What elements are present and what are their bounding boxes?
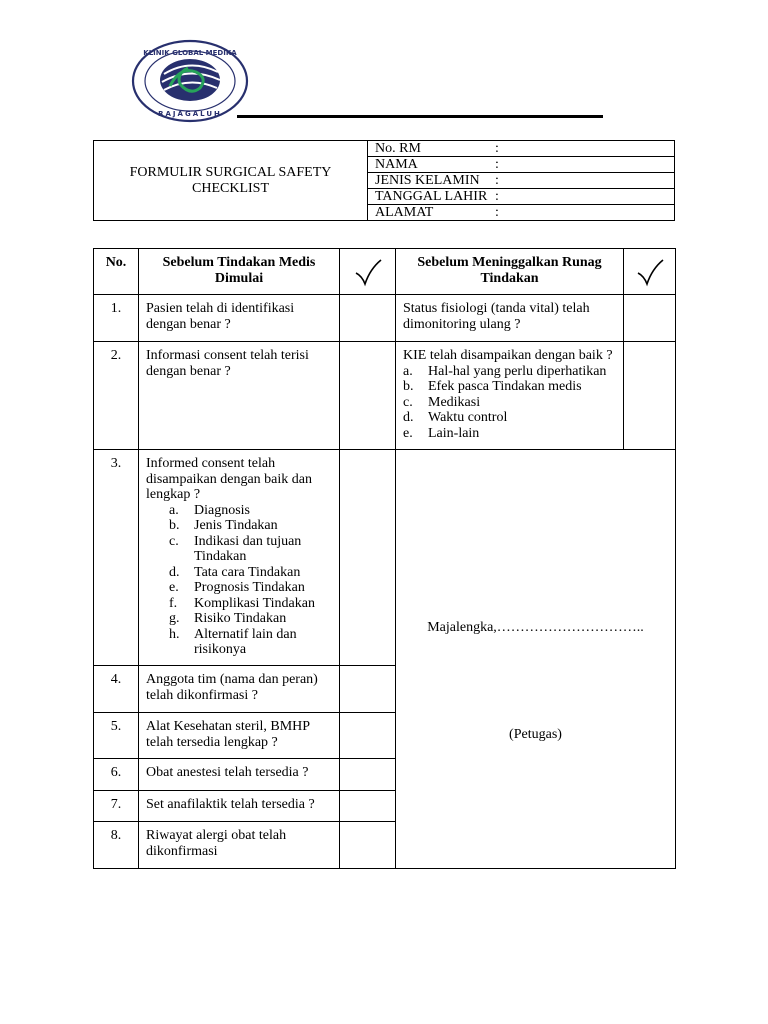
sub-item: b. Efek pasca Tindakan medis [403, 379, 582, 394]
checklist-item: Set anafilaktik telah tersedia ? [139, 791, 340, 822]
clinic-logo [130, 38, 250, 124]
col-before-start-header: Sebelum Tindakan Medis Dimulai [139, 249, 340, 295]
logo-arc-top: KLINIK GLOBAL MEDIKA [143, 49, 237, 57]
logo-arc-bottom: RAJAGALUH [158, 110, 222, 118]
row-number: 4. [94, 666, 139, 713]
sub-item: g. Risiko Tindakan [169, 611, 287, 626]
field-no-rm[interactable]: No. RM : [368, 141, 675, 157]
sub-item: d. Tata cara Tindakan [169, 564, 301, 580]
field-tanggal-lahir[interactable]: TANGGAL LAHIR : [368, 189, 675, 205]
check-cell[interactable] [340, 791, 396, 822]
sub-item: e. Lain-lain [403, 425, 480, 441]
row-number: 5. [94, 713, 139, 759]
col-before-leave-header: Sebelum Meninggalkan Runag Tindakan [396, 249, 624, 295]
sub-item: a. Hal-hal yang perlu diperhatikan [403, 363, 607, 379]
checklist-table [93, 248, 676, 869]
check-cell[interactable] [340, 342, 396, 450]
signature-place-date: Majalengka,………………………….. [427, 620, 644, 635]
check-cell[interactable] [340, 450, 396, 666]
check-cell[interactable] [340, 295, 396, 342]
sub-item: b. Jenis Tindakan [169, 518, 278, 533]
sub-item: f. Komplikasi Tindakan [169, 595, 315, 611]
sub-item: e. Prognosis Tindakan [169, 580, 305, 595]
checklist-item: Pasien telah di identifikasi dengan benar ? [139, 295, 340, 342]
sub-item: c. Medikasi [403, 394, 481, 410]
checklist-item: Alat Kesehatan steril, BMHP telah tersedia lengkap ? [139, 713, 340, 759]
check-mark-icon [624, 249, 676, 295]
patient-header-table [93, 140, 675, 221]
check-cell-right[interactable] [624, 295, 676, 342]
row-number: 6. [94, 759, 139, 791]
field-jenis-kelamin[interactable]: JENIS KELAMIN : [368, 173, 675, 189]
check-cell[interactable] [340, 666, 396, 713]
row-number: 2. [94, 342, 139, 450]
checklist-item: Obat anestesi telah tersedia ? [139, 759, 340, 791]
checklist-item: Informasi consent telah terisi dengan benar ? [139, 342, 340, 450]
row-number: 8. [94, 822, 139, 869]
sub-item: c. Indikasi dan tujuan Tindakan [169, 533, 302, 564]
checklist-item-right: KIE telah disampaikan dengan baik ? a. Hal-hal yang perlu diperhatikan b. Efek pasca Tindakan medis c. Medikasi d. Waktu control e. Lain-lain [396, 342, 624, 450]
check-cell[interactable] [340, 822, 396, 869]
col-no-header: No. [94, 249, 139, 295]
sub-item: d. Waktu control [403, 410, 508, 425]
signature-area [396, 450, 676, 869]
checklist-item: Informed consent telah disampaikan dengan baik dan lengkap ? a. Diagnosis b. Jenis Tindakan c. Indikasi dan tujuan Tindakan d. Tata cara Tindakan e. Prognosis Tindakan f. Komplikasi Tindakan g. Risiko Tindakan h. Alternatif lain dan risikonya [139, 450, 340, 666]
header-rule [237, 115, 603, 118]
check-mark-icon [340, 249, 396, 295]
field-nama[interactable]: NAMA : [368, 157, 675, 173]
check-cell[interactable] [340, 713, 396, 759]
check-cell-right[interactable] [624, 342, 676, 450]
row-number: 7. [94, 791, 139, 822]
field-alamat[interactable]: ALAMAT : [368, 205, 675, 221]
signature-role: (Petugas) [509, 727, 562, 742]
row-number: 3. [94, 450, 139, 666]
sub-item: a. Diagnosis [169, 502, 250, 518]
checklist-item: Riwayat alergi obat telah dikonfirmasi [139, 822, 340, 869]
sub-item: h. Alternatif lain dan risikonya [169, 626, 297, 657]
checklist-item-right: Status fisiologi (tanda vital) telah dimonitoring ulang ? [396, 295, 624, 342]
check-cell[interactable] [340, 759, 396, 791]
row-number: 1. [94, 295, 139, 342]
checklist-item: Anggota tim (nama dan peran) telah dikonfirmasi ? [139, 666, 340, 713]
form-title: FORMULIR SURGICAL SAFETY CHECKLIST [94, 141, 368, 221]
